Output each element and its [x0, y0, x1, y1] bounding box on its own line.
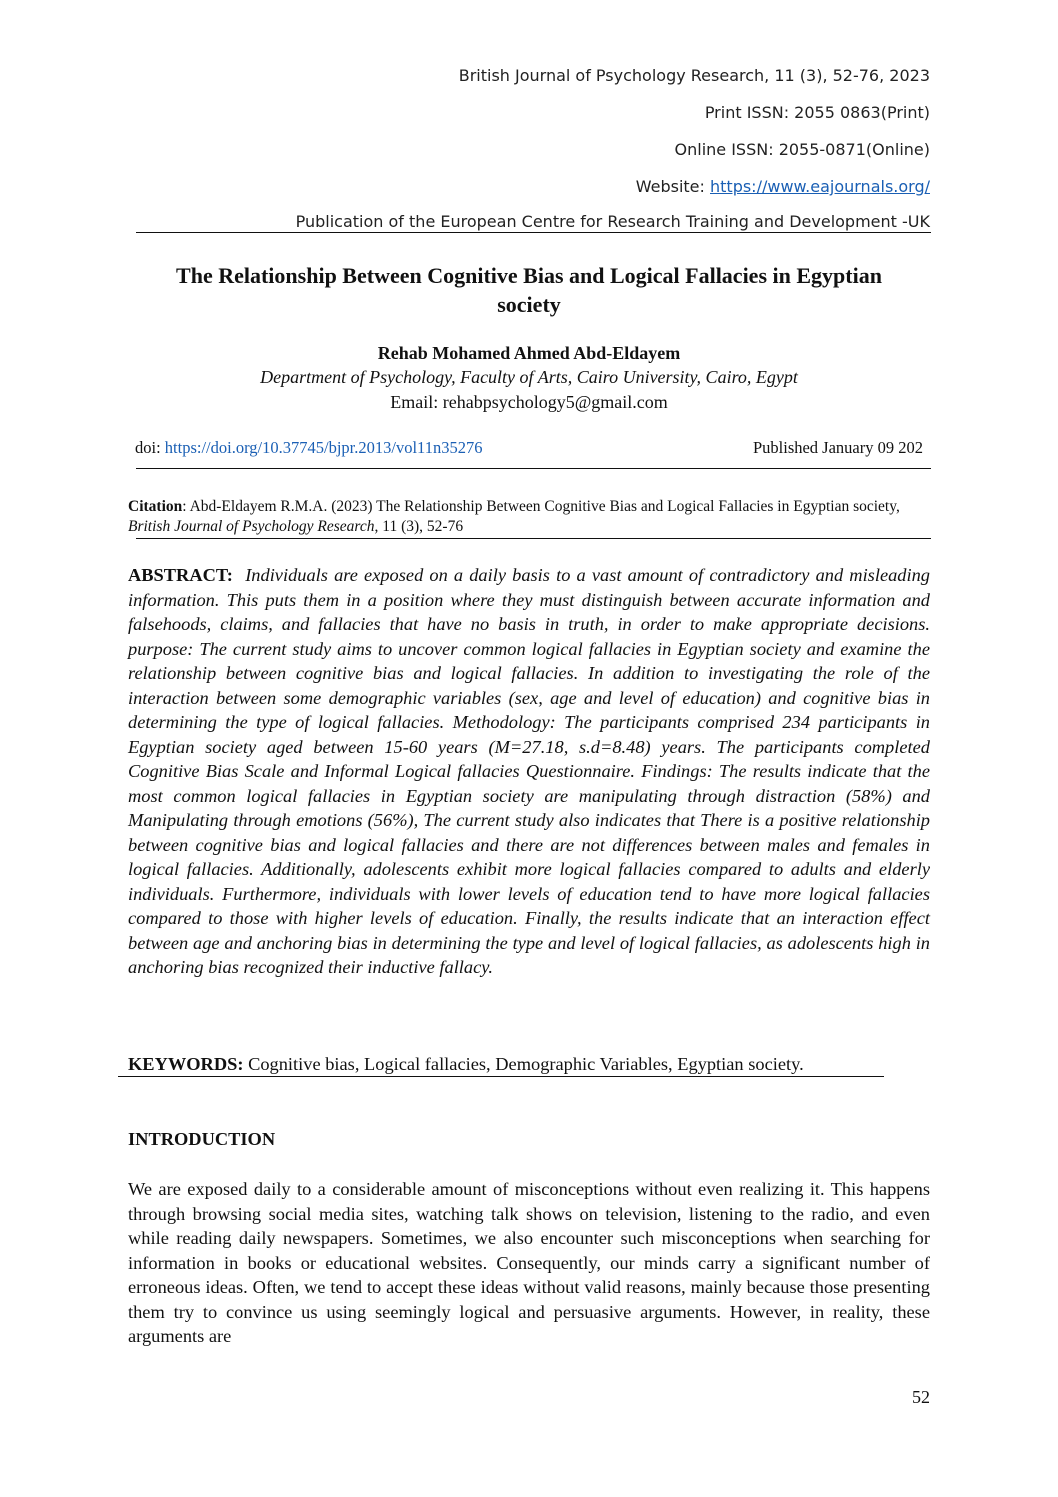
publisher-line: Publication of the European Centre for Research Training and Development -UK [295, 212, 930, 231]
published-date: Published January 09 202 [752, 438, 923, 457]
header-divider [136, 232, 931, 233]
citation-label: Citation [128, 498, 183, 515]
citation-block: Citation: Abd-Eldayem R.M.A. (2023) The Relationship Between Cognitive Bias and Logical Fallacies in Egyptian society, British Journal of Psychology Research, 11 (3), 52-76 [128, 498, 900, 535]
affiliation: Department of Psychology, Faculty of Arts, Cairo University, Cairo, Egypt [260, 367, 798, 387]
doi-label: doi: [135, 438, 165, 457]
website-line [636, 177, 930, 196]
citation-journal: British Journal of Psychology Research [128, 518, 375, 535]
keywords [128, 1054, 804, 1075]
doi-link[interactable]: https://doi.org/10.37745/bjpr.2013/vol11n35276 [164, 438, 483, 457]
introduction-paragraph: We are exposed daily to a considerable amount of misconceptions without even realizing it. This happens through browsing social media sites, watching talk shows on television, listening to the radio, and even while reading daily newspapers. Sometimes, we also encounter such misconceptions when searching for information in books or educational websites. Consequently, our minds carry a significant number of erroneous ideas. Often, we tend to accept these ideas without valid reasons, mainly because those presenting them try to convince us using seemingly logical and persuasive arguments. However, in reality, these arguments are [128, 1179, 930, 1346]
doi-divider [136, 468, 931, 469]
print-issn: Print ISSN: 2055 0863(Print) [704, 103, 930, 122]
doi-line [135, 438, 482, 458]
section-heading: INTRODUCTION [128, 1129, 276, 1149]
website-label: Website: [635, 177, 710, 196]
abstract-text: Individuals are exposed on a daily basis to a vast amount of contradictory and misleading information. This puts them in a position where they must distinguish between accurate information and falsehoods, claims, and fallacies that have no basis in truth, in order to make appropriate decisions. purpose: The current study aims to uncover common logical fallacies in Egyptian society and examine the relationship between cognitive bias and logical fallacies. In addition to investigating the role of the interaction between some demographic variables (sex, age and level of education) and cognitive bias in determining the type of logical fallacies. Methodology: The participants comprised 234 participants in Egyptian society aged between 15-60 years (M=27.18, s.d=8.48) years. The participants completed Cognitive Bias Scale and Informal Logical fallacies Questionnaire. Findings: The results indicate that the most common logical fallacies in Egyptian society are manipulating through distraction (58%) and Manipulating through emotions (56%), The current study also indicates that There is a positive relationship between cognitive bias and logical fallacies and there are not differences between males and females in logical fallacies. Additionally, adolescents exhibit more logical fallacies compared to adults and elderly individuals. Furthermore, individuals with lower levels of education tend to have more logical fallacies compared to those with higher levels of education. Finally, the results indicate that an interaction effect between age and anchoring bias in determining the type and level of logical fallacies, as adolescents high in anchoring bias recognized their inductive fallacy. [128, 565, 930, 977]
citation-divider [136, 538, 931, 539]
page-number: 52 [912, 1387, 930, 1407]
abstract [128, 563, 930, 980]
online-issn: Online ISSN: 2055-0871(Online) [674, 140, 930, 159]
website-link[interactable]: https://www.eajournals.org/ [710, 177, 930, 196]
keywords-underline [118, 1076, 884, 1077]
keywords-text: Cognitive bias, Logical fallacies, Demographic Variables, Egyptian society. [243, 1054, 804, 1074]
article-title: The Relationship Between Cognitive Bias and Logical Fallacies in Egyptian society [176, 263, 882, 317]
keywords-label: KEYWORDS: [128, 1054, 244, 1074]
journal-line: British Journal of Psychology Research, 11 (3), 52-76, 2023 [458, 66, 930, 85]
author-name: Rehab Mohamed Ahmed Abd-Eldayem [377, 343, 681, 363]
abstract-label: ABSTRACT: [128, 565, 233, 585]
author-email: Email: rehabpsychology5@gmail.com [390, 392, 668, 412]
